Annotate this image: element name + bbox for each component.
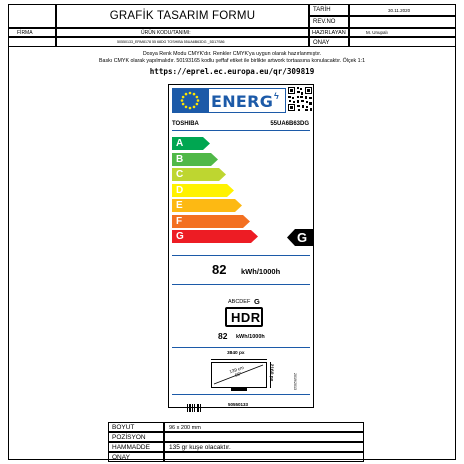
hammadde-label-cell <box>108 442 164 452</box>
energy-class-letter-g: G <box>176 231 184 242</box>
hdr-logo-box <box>225 307 263 327</box>
hdr-logo: HDR <box>231 310 261 325</box>
screen-diagonal: 139 cm 55" <box>228 364 245 378</box>
energy-class-bar-g <box>172 230 258 243</box>
print-note-1: Dosya Renk Modu CMYK'dır. Renkler CMYK'ya uygun olarak hazırlanmıştır. <box>142 51 322 57</box>
brand-name: TOSHIBA <box>172 121 199 127</box>
hdr-scale-letters: ABCDEF <box>228 299 251 305</box>
energy-class-letter-f: F <box>176 215 183 227</box>
hdr-rating-letter: G <box>254 297 260 306</box>
hazirlayan-value-cell[interactable] <box>349 28 456 37</box>
onay-bottom-label-cell <box>108 452 164 462</box>
onay-value-cell[interactable] <box>349 37 456 47</box>
energy-word: ENERG <box>211 92 274 111</box>
energy-class-bar-f <box>172 215 250 228</box>
hammadde-value: 135 gr kuşe olacaktır. <box>169 444 231 451</box>
sdr-divider <box>172 284 310 285</box>
energy-class-letter-d: D <box>176 184 184 196</box>
hazirlayan-value: M. Unupalı <box>366 30 388 35</box>
rev-no-label: REV.NO <box>313 19 336 25</box>
onay-label: ONAY <box>313 40 330 46</box>
tarih-label: TARİH <box>313 7 331 13</box>
urun-kodu-value-cell[interactable] <box>56 37 309 47</box>
hdr-divider <box>172 347 310 348</box>
tarih-label-cell <box>309 4 349 16</box>
rating-letter: G <box>297 230 308 245</box>
qr-code-icon[interactable] <box>287 86 313 112</box>
energy-class-letter-c: C <box>176 169 184 180</box>
energy-class-bar-a <box>172 137 210 150</box>
rev-no-value-cell[interactable] <box>349 16 456 28</box>
energy-class-bar-d <box>172 184 234 197</box>
eu-flag-icon <box>172 88 208 113</box>
hazirlayan-label-cell <box>309 28 349 37</box>
boyut-value: 96 x 200 mm <box>169 425 201 431</box>
hdr-energy-value: 82 <box>218 331 228 341</box>
rating-arrow <box>287 229 313 246</box>
boyut-value-cell[interactable] <box>164 422 364 432</box>
energy-label <box>168 84 314 408</box>
regulation-code: 2019/2013 <box>293 373 297 390</box>
rev-no-label-cell <box>309 16 349 28</box>
pozisyon-label-cell <box>108 432 164 442</box>
onay-label-cell <box>309 37 349 47</box>
tv-stand-icon <box>231 388 247 391</box>
screen-height-px: 2160 px <box>268 363 274 382</box>
energy-scale <box>172 137 272 247</box>
firma-label-cell <box>8 28 56 37</box>
energy-class-letter-e: E <box>176 200 183 211</box>
eprel-url[interactable]: https://eprel.ec.europa.eu/qr/309819 <box>149 67 315 76</box>
urun-kodu-label-cell <box>56 28 309 37</box>
print-notes <box>8 51 456 65</box>
onay-bottom-label: ONAY <box>112 454 130 461</box>
hammadde-value-cell[interactable] <box>164 442 364 452</box>
boyut-label: BOYUT <box>112 424 135 431</box>
screen-width-arrow <box>211 359 267 360</box>
energy-class-bar-e <box>172 199 242 212</box>
hdr-energy-unit: kWh/1000h <box>236 334 265 340</box>
boyut-label-cell <box>108 422 164 432</box>
screen-width-px: 3840 px <box>227 351 245 356</box>
form-title-cell <box>56 4 309 28</box>
energy-class-letter-b: B <box>176 153 184 165</box>
energy-unit: kWh/1000h <box>241 267 281 276</box>
form-title: GRAFİK TASARIM FORMU <box>109 10 256 22</box>
urun-kodu-value: 50550133_ERM8178 55 68DG TOSHIBA 55UA6B63DG _5D17S86 <box>117 40 225 44</box>
scale-divider <box>172 255 310 256</box>
tv-screen-icon <box>211 362 267 388</box>
hammadde-label: HAMMADDE <box>112 444 150 451</box>
onay-bottom-value-cell[interactable] <box>164 452 364 462</box>
barcode-number: 50550133 <box>228 402 249 407</box>
pozisyon-label: POZİSYON <box>112 434 146 441</box>
tarih-value-cell[interactable] <box>349 4 456 16</box>
header-blank-cell <box>8 4 56 28</box>
bottom-divider <box>172 394 310 395</box>
energy-value: 82 <box>212 262 227 277</box>
firma-value-cell[interactable] <box>8 37 56 47</box>
energy-lightning-icon: ϟ <box>274 91 279 101</box>
energy-class-bar-b <box>172 153 218 166</box>
hazirlayan-label: HAZIRLAYAN <box>312 30 346 36</box>
energy-class-letter-a: A <box>176 138 184 149</box>
pozisyon-value-cell[interactable] <box>164 432 364 442</box>
tarih-value: 30.11.2020 <box>388 8 411 13</box>
print-note-2: Baskı CMYK olarak yapılmalıdır. 50193165 kodlu şeffaf etiket ile birlikte artwork tortaasına konulacaktır. Ölçek 1:1 <box>98 58 366 64</box>
brand-divider <box>172 130 310 131</box>
model-number: 55UA6B63DG <box>270 121 309 127</box>
energy-class-bar-c <box>172 168 226 181</box>
energy-banner <box>208 88 286 113</box>
firma-label: FİRMA <box>17 30 33 36</box>
urun-kodu-label: ÜRÜN KODU/TANIMI: <box>141 30 191 36</box>
